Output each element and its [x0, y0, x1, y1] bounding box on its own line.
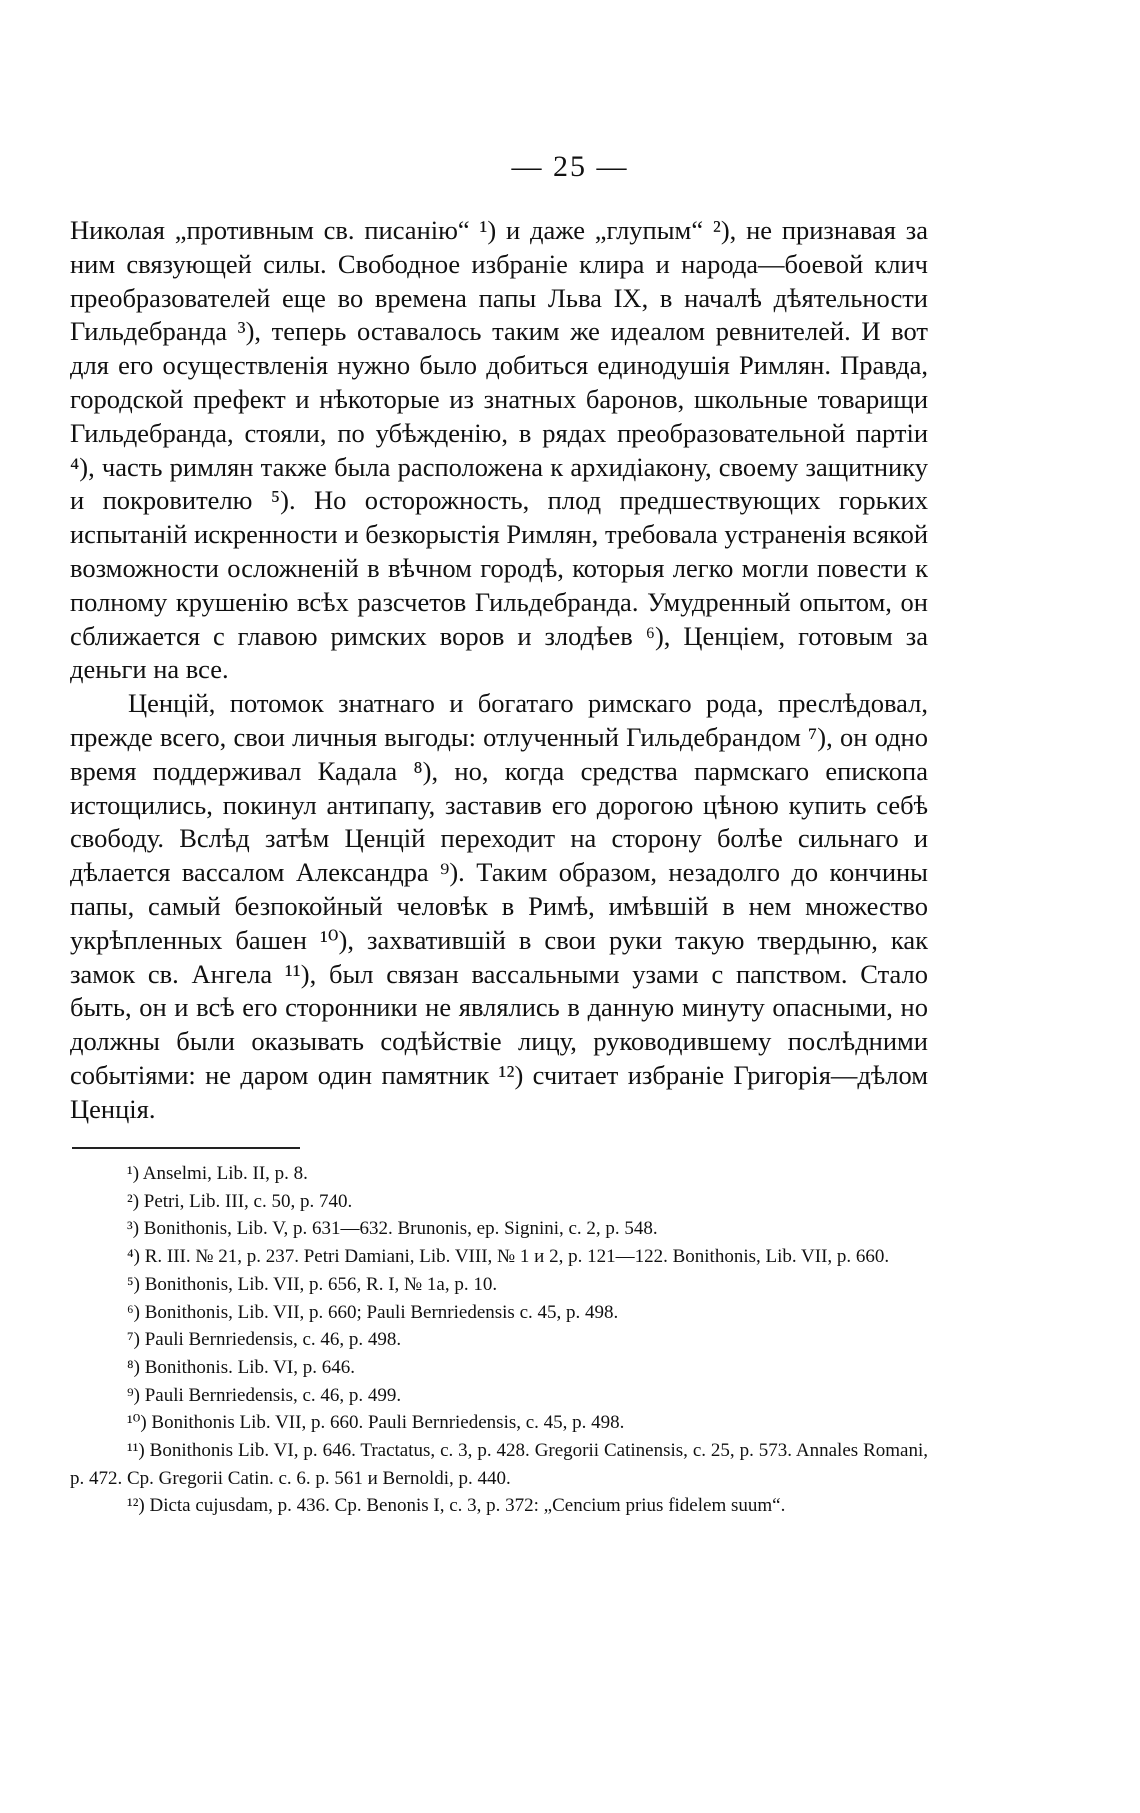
footnote-4: ⁴) R. III. № 21, p. 237. Petri Damiani, Lib. VIII, № 1 и 2, p. 121—122. Bonithonis, Lib. VII, p. 660. — [127, 1246, 890, 1268]
footnote-12: ¹²) Dicta cujusdam, p. 436. Ср. Benonis I, c. 3, p. 372: „Cencium prius fidelem suum“. — [127, 1495, 786, 1517]
footnote-6: ⁶) Bonithonis, Lib. VII, p. 660; Pauli Bernriedensis c. 45, p. 498. — [127, 1301, 619, 1323]
main-text — [70, 214, 928, 1127]
footnote-7: ⁷) Pauli Bernriedensis, c. 46, p. 498. — [127, 1329, 402, 1351]
footnote-10: ¹⁰) Bonithonis Lib. VII, p. 660. Pauli Bernriedensis, c. 45, p. 498. — [127, 1412, 625, 1434]
footnote-divider — [72, 1147, 300, 1149]
footnote-5: ⁵) Bonithonis, Lib. VII, p. 656, R. I, № 1a, p. 10. — [127, 1273, 498, 1295]
page-number: — 25 — — [511, 150, 629, 183]
paragraph-continuation: Николая „противным св. писанію“ ¹) и даже „глупым“ ²), не признавая за ним связующей силы. Свободное избраніе клира и народа—боевой клич преобразователей еще во времена папы Льва IX, в началѣ дѣятельности Гильдебранда ³), теперь оставалось таким же идеалом ревнителей. И вот для его осуществленія нужно было добиться единодушія Римлян. Правда, городской префект и нѣкоторые из знатных баронов, школьные товарищи Гильдебранда, стояли, по убѣжденію, в рядах преобразовательной партіи ⁴), часть римлян также была расположена к архидіакону, своему защитнику и покровителю ⁵). Но осторожность, плод предшествующих горьких испытаній искренности и безкорыстія Римлян, требовала устраненія всякой возможности осложненій в вѣчном городѣ, которыя легко могли повести к полному крушенію всѣх разсчетов Гильдебранда. Умудренный опытом, он сближается с главою римских воров и злодѣев ⁶), Ценціем, готовым за деньги на все. — [70, 215, 928, 685]
footnote-3: ³) Bonithonis, Lib. V, p. 631—632. Brunonis, ep. Signini, c. 2, p. 548. — [127, 1218, 658, 1240]
footnote-2: ²) Petri, Lib. III, c. 50, p. 740. — [127, 1190, 353, 1212]
footnote-9: ⁹) Pauli Bernriedensis, c. 46, p. 499. — [127, 1384, 402, 1406]
paragraph-cencius: Ценцій, потомок знатнаго и богатаго римскаго рода, преслѣдовал, прежде всего, свои личныя выгоды: отлученный Гильдебрандом ⁷), он одно время поддерживал Кадала ⁸), но, когда средства пармскаго епископа истощились, покинул антипапу, заставив его дорогою цѣною купить себѣ свободу. Вслѣд затѣм Ценцій переходит на сторону болѣе сильнаго и дѣлается вассалом Александра ⁹). Таким образом, незадолго до кончины папы, самый безпокойный человѣк в Римѣ, имѣвшій в нем множество укрѣпленных башен ¹⁰), захватившій в свои руки такую твердыню, как замок св. Ангела ¹¹), был связан вассальными узами с папством. Стало быть, он и всѣ его сторонники не являлись в данную минуту опасными, но должны были оказывать содѣйствіе лицу, руководившему послѣдними событіями: не даром один памятник ¹²) считает избраніе Григорія—дѣлом Ценція. — [70, 688, 928, 1124]
footnote-1: ¹) Anselmi, Lib. II, p. 8. — [127, 1163, 308, 1184]
footnote-11: ¹¹) Bonithonis Lib. VI, p. 646. Tractatus, c. 3, p. 428. Gregorii Catinensis, c. 25, p. 573. Annales Romani, p. 472. Ср. Gregorii Catin. c. 6. p. 561 и Bernoldi, p. 440. — [70, 1440, 928, 1489]
footnote-8: ⁸) Bonithonis. Lib. VI, p. 646. — [127, 1356, 355, 1378]
footnotes — [70, 1160, 928, 1520]
